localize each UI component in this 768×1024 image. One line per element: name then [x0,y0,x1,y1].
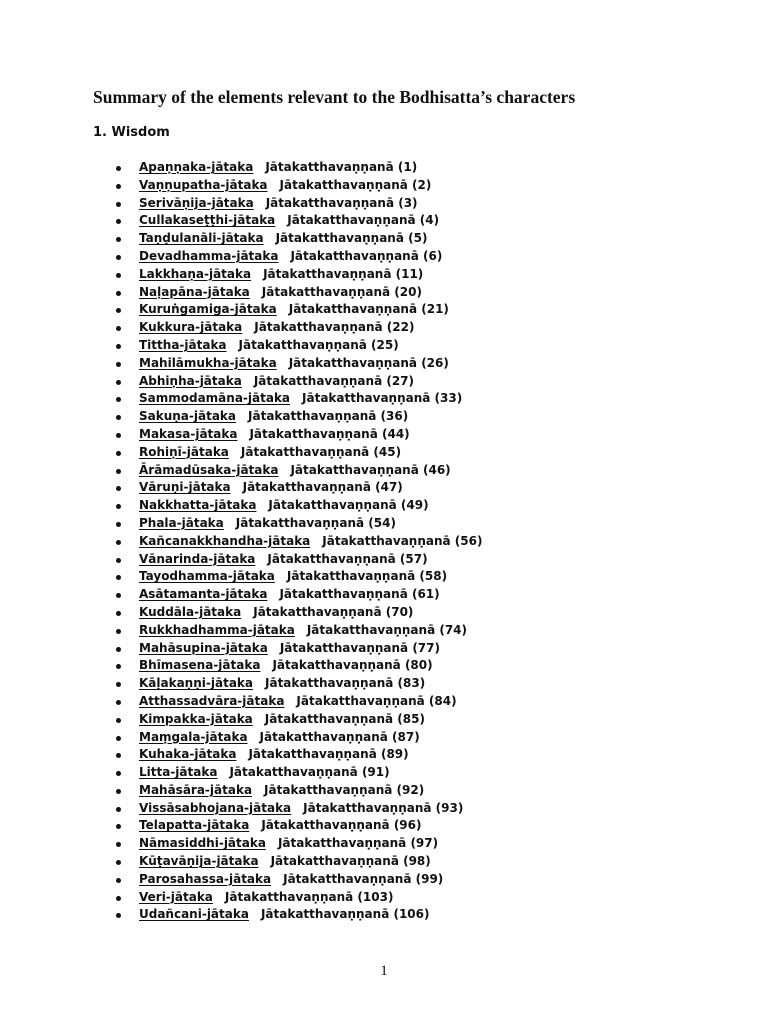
list-item [93,800,482,818]
source-reference: Jātakatthavaṇṇanā (87) [259,729,420,744]
bullet-icon [116,486,121,491]
jataka-link[interactable]: Kuddāla-jātaka [139,604,242,619]
source-reference: Jātakatthavaṇṇanā (80) [272,658,433,673]
source-reference: Jātakatthavaṇṇanā (49) [268,498,429,513]
bullet-icon [116,736,121,741]
bullet-icon [116,842,121,847]
list-item [93,355,482,373]
list-item [93,906,482,924]
bullet-icon [116,362,121,367]
source-reference: Jātakatthavaṇṇanā (47) [242,480,403,495]
bullet-icon [116,184,121,189]
jataka-link[interactable]: Vānarinda-jātaka [139,551,256,566]
list-item [93,711,482,729]
jataka-link[interactable]: Litta-jātaka [139,765,218,780]
jataka-link[interactable]: Mahāsāra-jātaka [139,782,253,797]
jataka-link[interactable]: Makasa-jātaka [139,426,238,441]
page-title: Summary of the elements relevant to the Bodhisatta’s characters [93,87,576,107]
list-item [93,284,482,302]
bullet-icon [116,807,121,812]
source-reference: Jātakatthavaṇṇanā (84) [296,693,457,708]
bullet-icon [116,558,121,563]
jataka-link[interactable]: Abhiṇha-jātaka [139,373,242,388]
list-item [93,515,482,533]
bullet-icon [116,255,121,260]
bullet-icon [116,166,121,171]
source-reference: Jātakatthavaṇṇanā (103) [224,889,394,904]
bullet-icon [116,682,121,687]
list-item [93,568,482,586]
list-item [93,657,482,675]
jataka-link[interactable]: Bhīmasena-jātaka [139,658,261,673]
source-reference: Jātakatthavaṇṇanā (85) [264,711,425,726]
bullet-icon [116,860,121,865]
bullet-icon [116,540,121,545]
list-item [93,479,482,497]
bullet-icon [116,575,121,580]
source-reference: Jātakatthavaṇṇanā (44) [249,426,410,441]
bullet-icon [116,647,121,652]
page-number: 1 [380,963,388,979]
bullet-icon [116,789,121,794]
jataka-link[interactable]: Mahilāmukha-jātaka [139,355,277,370]
bullet-icon [116,291,121,296]
list-item [93,408,482,426]
bullet-icon [116,629,121,634]
bullet-icon [116,700,121,705]
source-reference: Jātakatthavaṇṇanā (92) [264,782,425,797]
list-item [93,248,482,266]
source-reference: Jātakatthavaṇṇanā (36) [248,409,409,424]
bullet-icon [116,896,121,901]
bullet-icon [116,219,121,224]
list-item [93,889,482,907]
source-reference: Jātakatthavaṇṇanā (2) [279,177,432,192]
list-item [93,462,482,480]
list-item [93,230,482,248]
bullet-icon [116,451,121,456]
list-item [93,604,482,622]
bullet-icon [116,771,121,776]
source-reference: Jātakatthavaṇṇanā (25) [238,337,399,352]
list-item [93,746,482,764]
jataka-link[interactable]: Telapatta-jātaka [139,818,250,833]
bullet-icon [116,433,121,438]
jataka-link[interactable]: Rukkhadhamma-jātaka [139,622,295,637]
list-item [93,373,482,391]
list-item [93,426,482,444]
list-item [93,159,482,177]
bullet-icon [116,753,121,758]
bullet-icon [116,878,121,883]
source-reference: Jātakatthavaṇṇanā (54) [235,515,396,530]
list-item [93,853,482,871]
list-item [93,729,482,747]
source-reference: Jātakatthavaṇṇanā (56) [322,533,483,548]
jataka-link[interactable]: Apaṇṇaka-jātaka [139,160,254,174]
bullet-icon [116,664,121,669]
list-item [93,551,482,569]
source-reference: Jātakatthavaṇṇanā (70) [253,604,414,619]
jataka-link[interactable]: Naḷapāna-jātaka [139,284,250,299]
bullet-icon [116,824,121,829]
list-item [93,177,482,195]
list-item [93,266,482,284]
list-item [93,195,482,213]
list-item [93,622,482,640]
source-reference: Jātakatthavaṇṇanā (46) [290,462,451,477]
list-item [93,693,482,711]
bullet-icon [116,522,121,527]
jataka-link[interactable]: Atthassadvāra-jātaka [139,693,285,708]
jataka-link[interactable]: Phala-jātaka [139,515,224,530]
source-reference: Jātakatthavaṇṇanā (33) [302,391,463,406]
jataka-list [93,159,482,924]
jataka-link[interactable]: Veri-jātaka [139,889,213,904]
jataka-link[interactable]: Nakkhatta-jātaka [139,498,257,513]
source-reference: Jātakatthavaṇṇanā (21) [288,302,449,317]
source-reference: Jātakatthavaṇṇanā (97) [277,836,439,851]
jataka-link[interactable]: Kāḷakaṇṇi-jātaka [139,676,253,691]
bullet-icon [116,913,121,918]
source-reference: Jātakatthavaṇṇanā (89) [248,747,409,762]
list-item [93,782,482,800]
source-reference: Jātakatthavaṇṇanā (106) [260,907,430,922]
bullet-icon [116,397,121,402]
source-reference: Jātakatthavaṇṇanā (91) [229,765,390,780]
source-reference: Jātakatthavaṇṇanā (93) [303,800,464,815]
jataka-link[interactable]: Mahāsupina-jātaka [139,640,268,655]
bullet-icon [116,380,121,385]
bullet-icon [116,237,121,242]
list-item [93,533,482,551]
jataka-link[interactable]: Vaṇṇupatha-jātaka [139,177,268,192]
jataka-link[interactable]: Devadhamma-jātaka [139,248,279,263]
source-reference: Jātakatthavaṇṇanā (61) [279,587,440,602]
list-item [93,497,482,515]
jataka-link[interactable]: Asātamanta-jātaka [139,587,268,602]
jataka-link[interactable]: Parosahassa-jātaka [139,871,272,886]
list-item [93,871,482,889]
source-reference: Jātakatthavaṇṇanā (99) [283,871,444,886]
jataka-link[interactable]: Kañcanakkhandha-jātaka [139,533,311,548]
source-reference: Jātakatthavaṇṇanā (45) [240,444,402,459]
jataka-link[interactable]: Rohiṇī-jātaka [139,444,229,459]
list-item [93,337,482,355]
jataka-link[interactable]: Nāmasiddhi-jātaka [139,836,266,851]
bullet-icon [116,273,121,278]
source-reference: Jātakatthavaṇṇanā (98) [270,854,431,869]
source-reference: Jātakatthavaṇṇanā (11) [263,266,424,281]
list-item [93,444,482,462]
jataka-link[interactable]: Taṇḍulanāli-jātaka [139,231,264,246]
list-item [93,319,482,337]
source-reference: Jātakatthavaṇṇanā (6) [290,248,443,263]
jataka-link[interactable]: Tittha-jātaka [139,337,227,352]
bullet-icon [116,611,121,616]
list-item [93,817,482,835]
source-reference: Jātakatthavaṇṇanā (1) [265,160,418,174]
source-reference: Jātakatthavaṇṇanā (96) [261,818,422,833]
list-item [93,835,482,853]
list-item [93,301,482,319]
jataka-link[interactable]: Vāruṇi-jātaka [139,480,231,495]
jataka-link[interactable]: Kuhaka-jātaka [139,747,237,762]
source-reference: Jātakatthavaṇṇanā (26) [288,355,449,370]
source-reference: Jātakatthavaṇṇanā (74) [306,622,468,637]
list-item [93,640,482,658]
jataka-link[interactable]: Tayodhamma-jātaka [139,569,275,584]
jataka-link[interactable]: Sakuṇa-jātaka [139,409,237,424]
source-reference: Jātakatthavaṇṇanā (3) [265,195,418,210]
source-reference: Jātakatthavaṇṇanā (4) [287,213,440,228]
bullet-icon [116,415,121,420]
list-item [93,586,482,604]
source-reference: Jātakatthavaṇṇanā (27) [253,373,415,388]
list-item [93,390,482,408]
jataka-link[interactable]: Kuruṅgamiga-jātaka [139,302,277,317]
jataka-link[interactable]: Lakkhaṇa-jātaka [139,266,252,281]
list-item [93,764,482,782]
jataka-link[interactable]: Cullakaseṭṭhi-jātaka [139,213,276,228]
jataka-link[interactable]: Kimpakka-jātaka [139,711,253,726]
bullet-icon [116,326,121,331]
bullet-icon [116,718,121,723]
jataka-link[interactable]: Kukkura-jātaka [139,320,243,335]
bullet-icon [116,202,121,207]
list-item [93,675,482,693]
source-reference: Jātakatthavaṇṇanā (58) [286,569,448,584]
bullet-icon [116,504,121,509]
jataka-link[interactable]: Sammodamāna-jātaka [139,391,291,406]
source-reference: Jātakatthavaṇṇanā (22) [254,320,415,335]
bullet-icon [116,344,121,349]
jataka-link[interactable]: Kūṭavāṇija-jātaka [139,854,259,869]
section-heading: 1. Wisdom [93,125,170,140]
source-reference: Jātakatthavaṇṇanā (57) [267,551,428,566]
jataka-link[interactable]: Vissāsabhojana-jātaka [139,800,292,815]
jataka-link[interactable]: Maṃgala-jātaka [139,729,248,744]
jataka-link[interactable]: Ārāmadūsaka-jātaka [139,462,279,477]
source-reference: Jātakatthavaṇṇanā (5) [275,231,428,246]
source-reference: Jātakatthavaṇṇanā (83) [265,676,426,691]
bullet-icon [116,308,121,313]
list-item [93,212,482,230]
source-reference: Jātakatthavaṇṇanā (77) [279,640,440,655]
bullet-icon [116,469,121,474]
bullet-icon [116,593,121,598]
source-reference: Jātakatthavaṇṇanā (20) [261,284,422,299]
jataka-link[interactable]: Serivāṇija-jātaka [139,195,254,210]
jataka-link[interactable]: Udañcani-jātaka [139,907,249,922]
